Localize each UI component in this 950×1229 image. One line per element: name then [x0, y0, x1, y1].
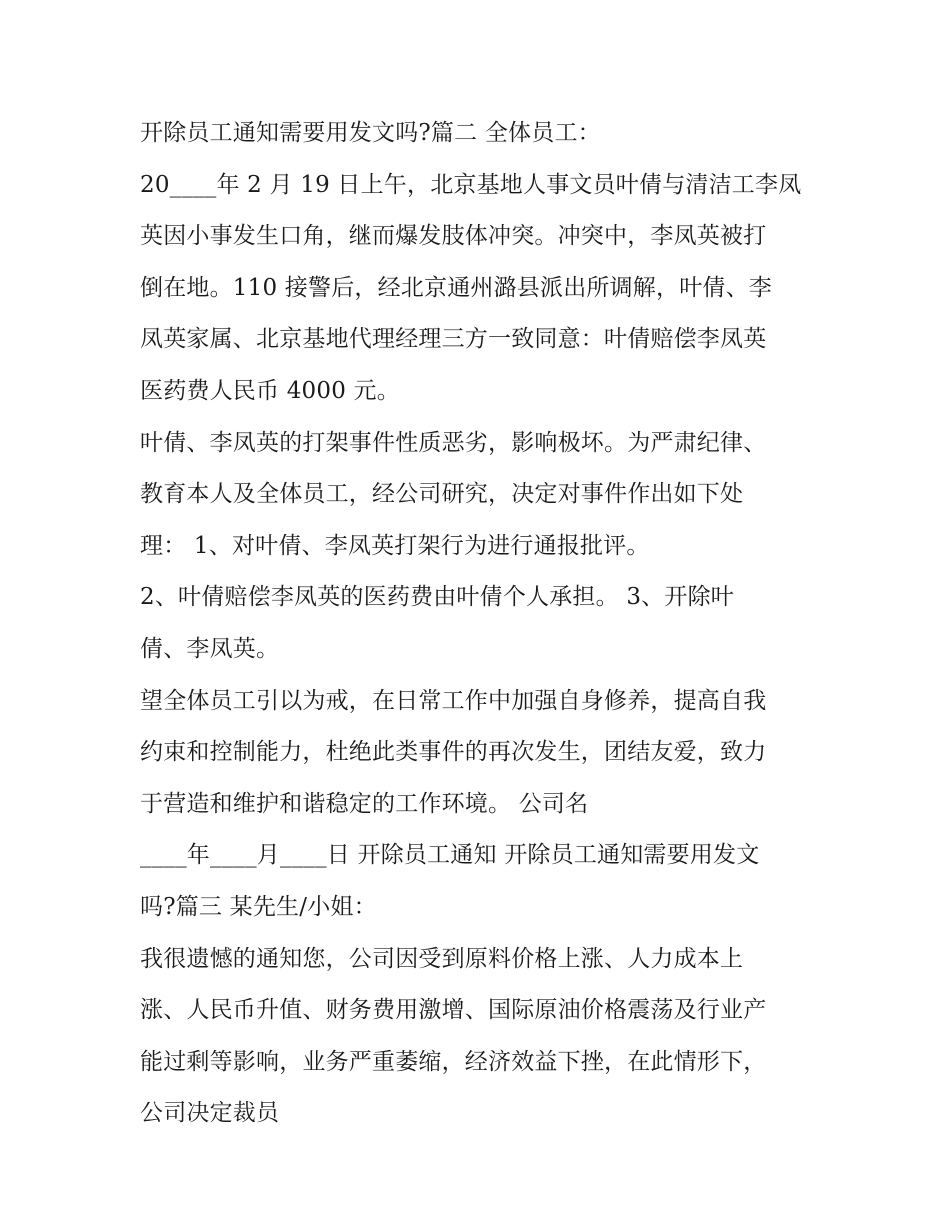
text-line: 我很遗憾的通知您，公司因受到原料价格上涨、人力成本上	[140, 945, 744, 972]
text-line: 倒在地。110 接警后，经北京通州潞县派出所调解，叶倩、李	[140, 274, 773, 301]
text-line: 约束和控制能力，杜绝此类事件的再次发生，团结友爱，致力	[140, 739, 767, 766]
text-line: 叶倩、李凤英的打架事件性质恶劣，影响极坏。为严肃纪律、	[140, 429, 767, 456]
text-line: 于营造和维护和谐稳定的工作环境。 公司名	[140, 790, 589, 817]
text-line: 2、叶倩赔偿李凤英的医药费由叶倩个人承担。 3、开除叶	[140, 584, 734, 611]
text-line: 涨、人民币升值、财务费用激增、国际原油价格震荡及行业产	[140, 997, 767, 1024]
text-line: 英因小事发生口角，继而爆发肢体冲突。冲突中，李凤英被打	[140, 223, 767, 250]
text-line: ____年____月____日 开除员工通知 开除员工通知需要用发文	[140, 842, 760, 869]
text-line: 医药费人民币 4000 元。	[140, 377, 400, 404]
text-line: 倩、李凤英。	[140, 635, 280, 662]
text-line: 教育本人及全体员工，经公司研究，决定对事件作出如下处	[140, 481, 744, 508]
text-line: 能过剩等影响，业务严重萎缩，经济效益下挫，在此情形下，	[140, 1048, 767, 1075]
document-body	[140, 108, 820, 1140]
text-line: 望全体员工引以为戒，在日常工作中加强自身修养，提高自我	[140, 687, 767, 714]
text-line: 理： 1、对叶倩、李凤英打架行为进行通报批评。	[140, 532, 650, 559]
text-line: 公司决定裁员	[140, 1100, 280, 1127]
text-line: 开除员工通知需要用发文吗?篇二 全体员工：	[140, 120, 601, 146]
text-line: 吗?篇三 某先生/小姐：	[140, 893, 377, 920]
text-line: 20____年 2 月 19 日上午，北京基地人事文员叶倩与清洁工李凤	[140, 171, 802, 198]
text-line: 凤英家属、北京基地代理经理三方一致同意：叶倩赔偿李凤英	[140, 326, 767, 353]
